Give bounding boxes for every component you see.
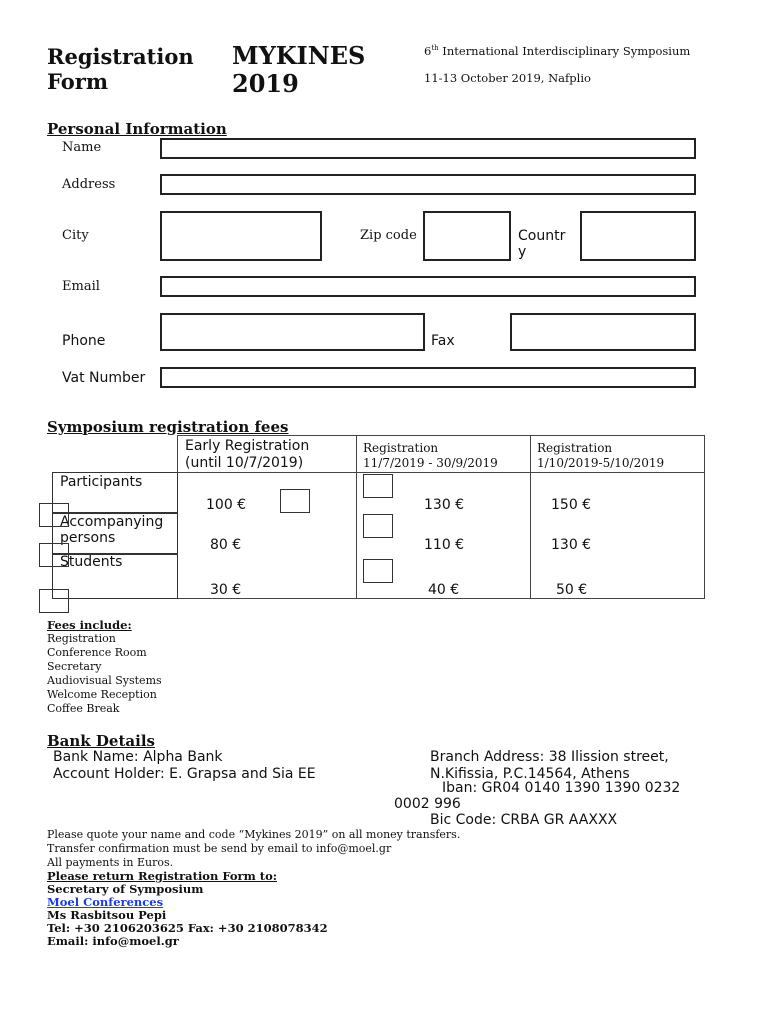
price-participants-late: 150 € [551, 497, 592, 513]
transfer-note: Transfer confirmation must be send by email to info@moel.gr [47, 842, 392, 855]
row-label-students: Students [60, 554, 123, 570]
branch-line1: Branch Address: 38 Ilission street, [430, 749, 669, 765]
branch-address [430, 749, 669, 783]
symposium-dates: 11-13 October 2019, Nafplio [424, 71, 591, 85]
address-label: Address [62, 177, 116, 192]
country-label-line1: Countr [518, 228, 566, 244]
zip-label: Zip code [360, 228, 417, 243]
fees-include [47, 618, 162, 716]
country-field[interactable] [580, 211, 696, 261]
col-header-early-line1: Early Registration [185, 438, 310, 454]
name-label: Name [62, 140, 102, 155]
checkbox-students-regular[interactable] [363, 559, 393, 583]
include-item: Conference Room [47, 646, 147, 659]
form-title [47, 44, 194, 94]
quote-note: Please quote your name and code “Mykines 2019” on all money transfers. [47, 828, 461, 841]
price-students-late: 50 € [556, 582, 588, 598]
col-header-late [537, 441, 664, 471]
vat-field[interactable] [160, 367, 696, 388]
phone-field[interactable] [160, 313, 425, 351]
checkbox-participants-row[interactable] [39, 503, 69, 527]
symposium-suffix: th [431, 44, 439, 53]
personal-info-heading: Personal Information [47, 120, 227, 138]
checkbox-participants-regular[interactable] [363, 474, 393, 498]
form-title-line2: Form [47, 69, 109, 94]
return-phone-fax: Tel: +30 2106203625 Fax: +30 2108078342 [47, 921, 328, 935]
price-participants-early: 100 € [206, 497, 247, 513]
zip-field[interactable] [423, 211, 511, 261]
include-item: Audiovisual Systems [47, 674, 162, 687]
payment-notes [47, 828, 460, 870]
col-header-early-line2: (until 10/7/2019) [185, 455, 304, 471]
checkbox-students-row[interactable] [39, 589, 69, 613]
price-students-regular: 40 € [428, 582, 460, 598]
iban-line1: Iban: GR04 0140 1390 1390 0232 [442, 780, 681, 796]
symposium-text: International Interdisciplinary Symposium [438, 44, 691, 58]
city-field[interactable] [160, 211, 322, 261]
price-accompanying-early: 80 € [210, 537, 242, 553]
bank-left-column [53, 749, 316, 783]
bank-name: Bank Name: Alpha Bank [53, 749, 223, 765]
currency-note: All payments in Euros. [47, 856, 174, 869]
iban-line2: 0002 996 [394, 796, 461, 812]
price-participants-regular: 130 € [424, 497, 465, 513]
col-header-late-line1: Registration [537, 441, 613, 455]
fees-table-col-line-4 [704, 435, 705, 599]
price-accompanying-late: 130 € [551, 537, 592, 553]
city-label: City [62, 228, 89, 243]
bic-code: Bic Code: CRBA GR AAXXX [430, 812, 618, 828]
checkbox-accompanying-row[interactable] [39, 543, 69, 567]
branch-line2: N.Kifissia, P.C.14564, Athens [430, 766, 630, 782]
return-contact-person: Ms Rasbitsou Pepi [47, 908, 167, 922]
include-item: Coffee Break [47, 702, 120, 715]
checkbox-participants-early[interactable] [280, 489, 310, 513]
col-header-regular-line2: 11/7/2019 - 30/9/2019 [363, 456, 498, 470]
row-label-accompanying [60, 514, 163, 546]
moel-conferences-link[interactable]: Moel Conferences [47, 895, 164, 909]
col-header-regular [363, 441, 498, 471]
fees-table-col-line-3 [530, 435, 531, 599]
form-title-line1: Registration [47, 44, 194, 69]
checkbox-accompanying-regular[interactable] [363, 514, 393, 538]
name-field[interactable] [160, 138, 696, 159]
return-email: Email: info@moel.gr [47, 934, 179, 948]
phone-label: Phone [62, 333, 106, 349]
include-item: Welcome Reception [47, 688, 157, 701]
col-header-early [185, 438, 309, 472]
fax-field[interactable] [510, 313, 696, 351]
return-heading: Please return Registration Form to: [47, 869, 278, 883]
symposium-name [424, 44, 690, 58]
col-header-regular-line1: Registration [363, 441, 439, 455]
address-field[interactable] [160, 174, 696, 195]
include-item: Registration [47, 632, 116, 645]
price-accompanying-regular: 110 € [424, 537, 465, 553]
fees-include-heading: Fees include: [47, 618, 132, 632]
event-title-line2: 2019 [232, 69, 299, 98]
account-holder: Account Holder: E. Grapsa and Sia EE [53, 766, 316, 782]
include-item: Secretary [47, 660, 102, 673]
country-label-line2: y [518, 244, 527, 260]
return-info [47, 870, 328, 948]
row-label-accompanying-line2: persons [60, 530, 116, 546]
fees-table-top-line [177, 435, 705, 436]
return-secretary: Secretary of Symposium [47, 882, 204, 896]
country-label [518, 228, 565, 260]
event-title [232, 42, 365, 98]
symposium-number: 6 [424, 44, 432, 58]
fax-label: Fax [431, 333, 455, 349]
col-header-late-line2: 1/10/2019-5/10/2019 [537, 456, 665, 470]
email-label: Email [62, 279, 100, 294]
fees-table-col-line-2 [356, 435, 357, 599]
row-label-participants: Participants [60, 474, 143, 490]
event-title-line1: MYKINES [232, 41, 366, 70]
row-label-accompanying-line1: Accompanying [60, 514, 164, 530]
fees-heading: Symposium registration fees [47, 418, 289, 436]
price-students-early: 30 € [210, 582, 242, 598]
email-field[interactable] [160, 276, 696, 297]
bank-heading: Bank Details [47, 732, 155, 750]
vat-label: Vat Number [62, 370, 146, 386]
